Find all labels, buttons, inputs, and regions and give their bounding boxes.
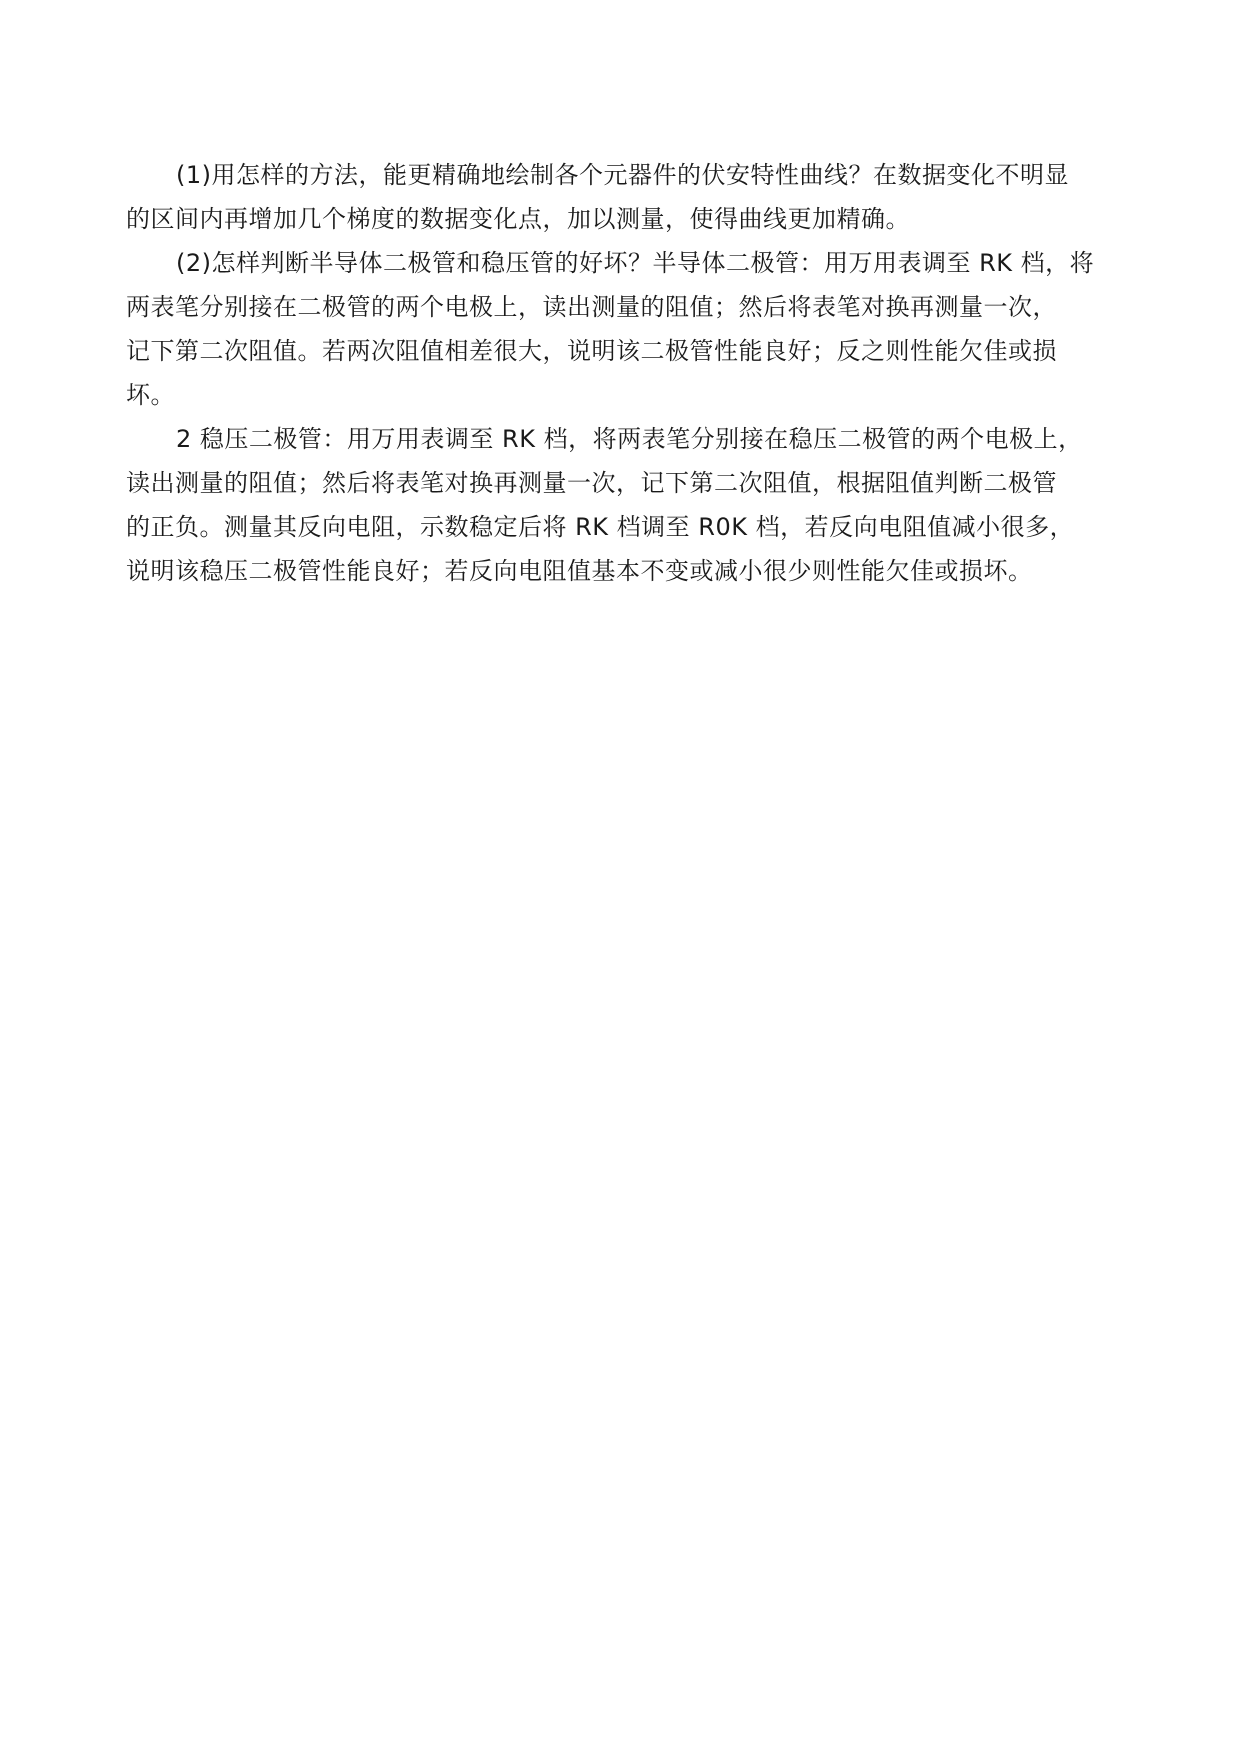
text-line: 坏。 (126, 381, 175, 409)
text-line: 记下第二次阻值。若两次阻值相差很大，说明该二极管性能良好；反之则性能欠佳或损 (126, 337, 1057, 365)
document-body (126, 153, 1101, 593)
paragraph-diode-test (126, 241, 1101, 417)
text-line: 的区间内再增加几个梯度的数据变化点，加以测量，使得曲线更加精确。 (126, 205, 910, 233)
text-line: 读出测量的阻值；然后将表笔对换再测量一次，记下第二次阻值，根据阻值判断二极管 (126, 469, 1057, 497)
text-line: 两表笔分别接在二极管的两个电极上，读出测量的阻值；然后将表笔对换再测量一次， (126, 293, 1057, 321)
text-line: 说明该稳压二极管性能良好；若反向电阻值基本不变或减小很少则性能欠佳或损坏。 (126, 557, 1033, 585)
paragraph-zener-test (126, 417, 1101, 593)
text-line: 2 稳压二极管：用万用表调至 RK 档，将两表笔分别接在稳压二极管的两个电极上， (176, 425, 1083, 453)
text-line: (2)怎样判断半导体二极管和稳压管的好坏？半导体二极管：用万用表调至 RK 档，将 (176, 249, 1095, 277)
paragraph-curve-method (126, 153, 1101, 241)
text-line: (1)用怎样的方法，能更精确地绘制各个元器件的伏安特性曲线？在数据变化不明显 (176, 161, 1069, 189)
text-line: 的正负。测量其反向电阻，示数稳定后将 RK 档调至 R0K 档，若反向电阻值减小很多， (126, 513, 1075, 541)
